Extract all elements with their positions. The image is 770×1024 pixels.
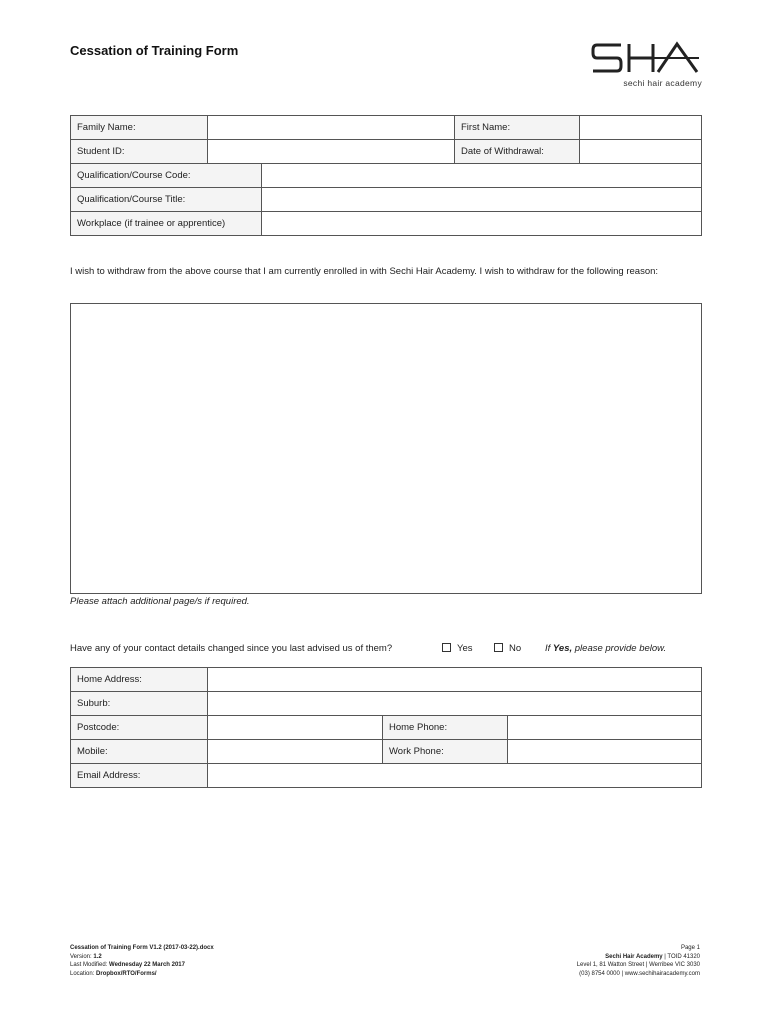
if-yes-suffix: please provide below. (572, 643, 667, 654)
location-value: Dropbox/RTO/Forms/ (96, 970, 157, 977)
work-phone-label: Work Phone: (383, 740, 508, 764)
yes-option[interactable] (442, 643, 473, 654)
no-label: No (509, 643, 522, 654)
withdrawal-reason-field[interactable] (70, 303, 702, 594)
work-phone-field[interactable] (508, 740, 702, 764)
mobile-field[interactable] (208, 740, 383, 764)
date-of-withdrawal-field[interactable] (580, 140, 702, 164)
workplace-field[interactable] (262, 212, 702, 236)
modified-value: Wednesday 22 March 2017 (109, 962, 185, 968)
footer-address: Level 1, 81 Watton Street | Werribee VIC 3030 (576, 962, 700, 968)
home-phone-label: Home Phone: (383, 716, 508, 740)
first-name-label: First Name: (455, 116, 580, 140)
family-name-label: Family Name: (71, 116, 208, 140)
date-of-withdrawal-label: Date of Withdrawal: (455, 140, 580, 164)
qualification-title-label: Qualification/Course Title: (71, 188, 262, 212)
footer-location (70, 970, 214, 979)
version-label: Version: (70, 953, 94, 960)
first-name-field[interactable] (580, 116, 702, 140)
logo-tagline: sechi hair academy (623, 78, 702, 88)
no-option[interactable] (494, 643, 521, 654)
modified-label: Last Modified: (70, 962, 110, 968)
email-label: Email Address: (71, 764, 208, 788)
student-details-table (70, 115, 702, 236)
footer-org-info (577, 944, 700, 978)
no-checkbox[interactable] (494, 643, 503, 652)
home-phone-field[interactable] (508, 716, 702, 740)
org-toid: | TOID 41320 (662, 953, 700, 960)
qualification-code-label: Qualification/Course Code: (71, 164, 262, 188)
postcode-label: Postcode: (71, 716, 208, 740)
attach-note: Please attach additional page/s if required. (70, 596, 250, 607)
family-name-field[interactable] (208, 116, 455, 140)
footer-org (577, 953, 700, 962)
postcode-field[interactable] (208, 716, 383, 740)
qualification-title-field[interactable] (262, 188, 702, 212)
contact-changed-question: Have any of your contact details changed since you last advised us of them? (70, 643, 393, 654)
location-label: Location: (70, 970, 97, 977)
withdrawal-statement: I wish to withdraw from the above course that I am currently enrolled in with Sechi Hair Academy. I wish to withdraw for the following reason: (70, 266, 659, 277)
mobile-label: Mobile: (71, 740, 208, 764)
if-yes-prefix: If (545, 643, 553, 654)
page-title: Cessation of Training Form (70, 43, 239, 58)
email-field[interactable] (208, 764, 702, 788)
qualification-code-field[interactable] (262, 164, 702, 188)
contact-details-table (70, 667, 702, 788)
suburb-label: Suburb: (71, 692, 208, 716)
student-id-label: Student ID: (71, 140, 208, 164)
suburb-field[interactable] (208, 692, 702, 716)
footer-document-info (70, 944, 214, 978)
home-address-label: Home Address: (71, 668, 208, 692)
yes-checkbox[interactable] (442, 643, 451, 652)
footer-contact: (03) 8754 0000 | www.sechihairacademy.com (579, 970, 700, 977)
if-yes-instruction (545, 643, 666, 654)
footer-page: Page 1 (680, 945, 700, 951)
org-name: Sechi Hair Academy (605, 953, 663, 960)
if-yes-bold: Yes, (552, 643, 573, 654)
footer-doc-name: Cessation of Training Form V1.2 (2017-03-22).docx (70, 945, 214, 951)
footer-modified (70, 961, 214, 970)
student-id-field[interactable] (208, 140, 455, 164)
home-address-field[interactable] (208, 668, 702, 692)
yes-label: Yes (457, 643, 473, 654)
workplace-label: Workplace (if trainee or apprentice) (71, 212, 262, 236)
footer-version (70, 953, 214, 962)
version-value: 1.2 (93, 953, 102, 960)
